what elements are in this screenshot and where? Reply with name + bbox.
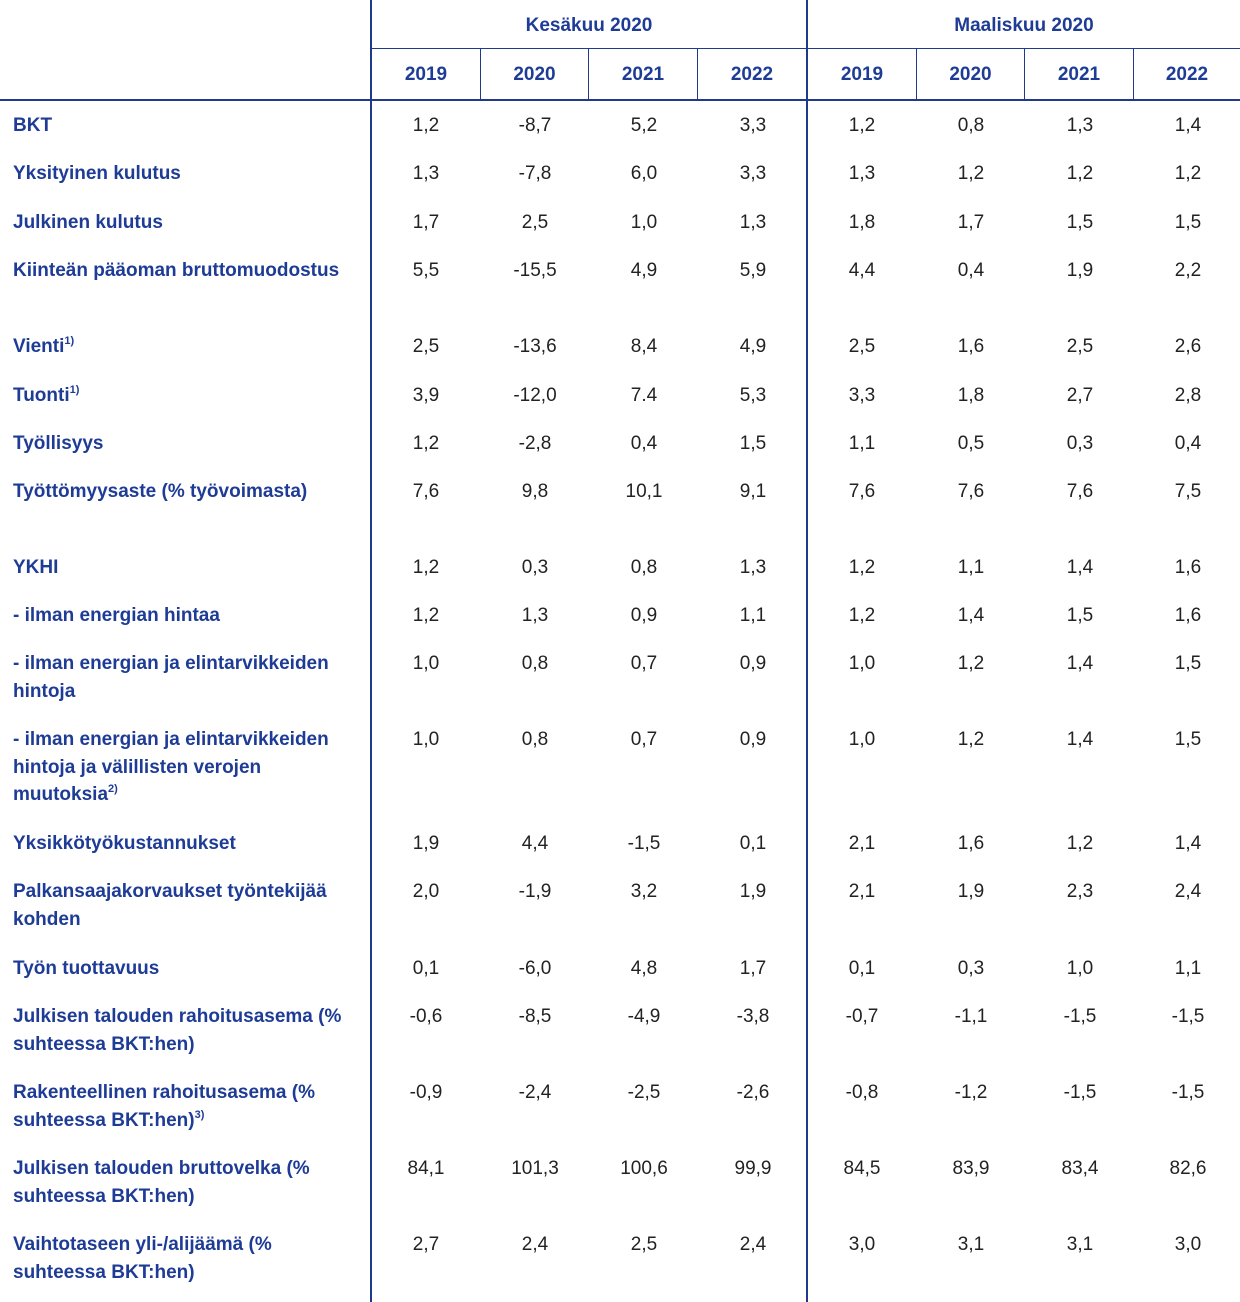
- table-cell: 1,0: [630, 212, 658, 233]
- table-cell: 1,2: [848, 557, 876, 578]
- table-cell: 1,8: [957, 385, 985, 406]
- table-cell: 84,1: [407, 1158, 445, 1179]
- table-cell: 0,8: [957, 115, 985, 136]
- table-cell: 1,6: [1174, 605, 1202, 626]
- row-label: [13, 878, 363, 933]
- table-cell: 1,2: [848, 605, 876, 626]
- table-cell: 1,7: [739, 958, 767, 979]
- table-cell: 2,0: [412, 881, 440, 902]
- table-cell: 2,1: [848, 833, 876, 854]
- table-cell: 8,4: [630, 336, 658, 357]
- table-cell: 1,0: [848, 653, 876, 674]
- group-title-march: Maaliskuu 2020: [954, 15, 1094, 36]
- table-cell: 0,8: [630, 557, 658, 578]
- year-header: 2020: [513, 64, 556, 85]
- footnote-marker: 1): [64, 335, 75, 347]
- table-cell: 9,1: [739, 481, 767, 502]
- table-cell: 1,3: [521, 605, 549, 626]
- table-cell: -8,5: [518, 1006, 552, 1027]
- table-cell: -1,5: [627, 833, 661, 854]
- table-cell: 4,9: [739, 336, 767, 357]
- table-cell: 5,3: [739, 385, 767, 406]
- footnote-marker: 2): [108, 783, 118, 795]
- table-cell: 99,9: [734, 1158, 772, 1179]
- table-cell: 4,4: [521, 833, 549, 854]
- table-cell: 3,1: [1066, 1234, 1094, 1255]
- row-label-text: Työn tuottavuus: [13, 958, 160, 979]
- table-cell: 1,2: [412, 433, 440, 454]
- table-cell: 3,2: [630, 881, 658, 902]
- table-cell: -4,9: [627, 1006, 661, 1027]
- table-cell: -0,8: [845, 1082, 879, 1103]
- table-cell: 100,6: [620, 1158, 668, 1179]
- table-cell: 1,3: [848, 163, 876, 184]
- table-cell: 1,7: [412, 212, 440, 233]
- table-cell: 3,0: [848, 1234, 876, 1255]
- table-cell: 3,9: [412, 385, 440, 406]
- table-cell: 1,5: [1174, 729, 1202, 750]
- table-cell: 0,1: [848, 958, 876, 979]
- table-cell: 1,3: [412, 163, 440, 184]
- row-label-text: Vienti: [13, 336, 65, 357]
- row-label-text: Yksityinen kulutus: [13, 163, 181, 184]
- group-title-june: Kesäkuu 2020: [525, 15, 653, 36]
- table-cell: 84,5: [843, 1158, 881, 1179]
- row-label-text: BKT: [13, 115, 53, 136]
- row-label-text: Julkisen talouden bruttovelka (% suhteessa BKT:hen): [13, 1158, 310, 1207]
- row-label: [13, 112, 363, 140]
- table-cell: 2,5: [848, 336, 876, 357]
- table-cell: 0,3: [1066, 433, 1094, 454]
- table-cell: 83,4: [1061, 1158, 1099, 1179]
- table-cell: 4,8: [630, 958, 658, 979]
- table-cell: 1,2: [1174, 163, 1202, 184]
- table-cell: 1,0: [412, 653, 440, 674]
- table-cell: 9,8: [521, 481, 549, 502]
- table-cell: 1,1: [848, 433, 876, 454]
- table-cell: 2,5: [630, 1234, 658, 1255]
- row-label: [13, 209, 363, 237]
- row-label-text: Tuonti: [13, 385, 70, 406]
- table-cell: 101,3: [511, 1158, 559, 1179]
- row-label: [13, 257, 363, 285]
- table-cell: 1,2: [412, 557, 440, 578]
- row-label-text: Yksikkötyökustannukset: [13, 833, 236, 854]
- table-cell: 2,1: [848, 881, 876, 902]
- row-label: [13, 333, 363, 361]
- table-cell: 1,9: [412, 833, 440, 854]
- year-header: 2021: [1057, 64, 1101, 85]
- table-cell: 1,9: [739, 881, 767, 902]
- row-label-text: - ilman energian hintaa: [13, 605, 220, 626]
- table-cell: 6,0: [630, 163, 658, 184]
- year-header: 2020: [949, 64, 992, 85]
- table-cell: 0,4: [1174, 433, 1202, 454]
- table-cell: 3,3: [848, 385, 876, 406]
- row-label-text: Työttömyysaste (% työvoimasta): [13, 481, 308, 502]
- table-cell: -2,5: [627, 1082, 661, 1103]
- row-label: [13, 430, 363, 458]
- row-label-text: Kiinteän pääoman bruttomuodostus: [13, 260, 340, 281]
- table-cell: 1,4: [1066, 557, 1094, 578]
- table-cell: 0,8: [521, 653, 549, 674]
- table-cell: 1,5: [1174, 212, 1202, 233]
- table-cell: 1,4: [1174, 833, 1202, 854]
- year-header: 2022: [1165, 64, 1209, 85]
- table-cell: 2,5: [412, 336, 440, 357]
- row-label-text: - ilman energian ja elintarvikkeiden hintoja ja välillisten verojen muutoksia: [13, 729, 329, 805]
- table-cell: -13,6: [513, 336, 557, 357]
- table-cell: 1,8: [848, 212, 876, 233]
- table-cell: 0,7: [630, 729, 658, 750]
- table-cell: -1,5: [1063, 1082, 1097, 1103]
- table-cell: -15,5: [513, 260, 557, 281]
- row-label: [13, 1155, 363, 1210]
- header-bottom-rule: [0, 99, 1240, 101]
- table-cell: 5,5: [412, 260, 440, 281]
- table-cell: 0,7: [630, 653, 658, 674]
- table-cell: 7,6: [957, 481, 985, 502]
- table-cell: 2,8: [1174, 385, 1202, 406]
- table-cell: 4,9: [630, 260, 658, 281]
- table-cell: 0,3: [957, 958, 985, 979]
- table-cell: 7,6: [1066, 481, 1094, 502]
- table-cell: -3,8: [736, 1006, 770, 1027]
- table-cell: 1,2: [412, 605, 440, 626]
- row-label-text: Työllisyys: [13, 433, 104, 454]
- table-cell: 2,7: [412, 1234, 440, 1255]
- table-cell: 1,0: [848, 729, 876, 750]
- table-cell: 0,4: [957, 260, 985, 281]
- table-cell: -6,0: [518, 958, 552, 979]
- table-cell: -0,9: [409, 1082, 443, 1103]
- table-cell: 1,6: [957, 833, 985, 854]
- table-cell: 1,4: [1066, 653, 1094, 674]
- table-cell: 1,0: [1066, 958, 1094, 979]
- row-label: [13, 554, 363, 582]
- footnote-marker: 3): [194, 1108, 205, 1121]
- header-rule: [371, 48, 1240, 49]
- table-cell: 4,4: [848, 260, 876, 281]
- table-cell: 1,2: [848, 115, 876, 136]
- table-cell: -1,5: [1063, 1006, 1097, 1027]
- table-cell: 1,1: [739, 605, 767, 626]
- table-cell: 1,2: [957, 163, 985, 184]
- table-cell: 5,2: [630, 115, 658, 136]
- table-cell: -1,2: [954, 1082, 988, 1103]
- table-cell: 1,0: [412, 729, 440, 750]
- row-label-text: - ilman energian ja elintarvikkeiden hintoja: [13, 653, 329, 702]
- table-cell: -2,8: [518, 433, 552, 454]
- row-label: [13, 650, 363, 705]
- row-label: [13, 478, 363, 506]
- year-header: 2022: [730, 64, 774, 85]
- table-cell: -2,4: [518, 1082, 552, 1103]
- table-cell: 2,6: [1174, 336, 1202, 357]
- year-header: 2021: [621, 64, 665, 85]
- table-cell: 1,2: [1066, 163, 1094, 184]
- table-cell: 1,4: [957, 605, 985, 626]
- table-cell: 2,2: [1174, 260, 1202, 281]
- table-cell: 1,7: [957, 212, 985, 233]
- table-cell: -1,5: [1171, 1082, 1205, 1103]
- table-cell: 1,2: [412, 115, 440, 136]
- table-cell: -7,8: [518, 163, 552, 184]
- row-label: [13, 1003, 363, 1058]
- table-cell: 1,5: [739, 433, 767, 454]
- table-cell: -12,0: [513, 385, 557, 406]
- table-cell: 1,5: [1066, 605, 1094, 626]
- table-cell: 1,2: [957, 729, 985, 750]
- table-cell: 1,1: [957, 557, 985, 578]
- row-label: [13, 955, 363, 983]
- table-cell: 1,2: [1066, 833, 1094, 854]
- row-label: [13, 1231, 363, 1286]
- table-cell: 0,9: [739, 729, 767, 750]
- table-cell: -1,9: [518, 881, 552, 902]
- table-cell: 1,9: [1066, 260, 1094, 281]
- table-cell: -1,5: [1171, 1006, 1205, 1027]
- table-cell: 0,8: [521, 729, 549, 750]
- table-cell: 3,3: [739, 163, 767, 184]
- row-label: [13, 726, 363, 809]
- table-cell: 7,6: [412, 481, 440, 502]
- table-cell: 2,4: [1174, 881, 1202, 902]
- table-cell: 1,4: [1066, 729, 1094, 750]
- table-cell: 7,5: [1174, 481, 1202, 502]
- table-cell: 10,1: [625, 481, 663, 502]
- table-cell: 1,3: [739, 557, 767, 578]
- table-cell: 2,4: [739, 1234, 767, 1255]
- year-header: 2019: [404, 64, 448, 85]
- table-cell: 2,5: [521, 212, 549, 233]
- table-cell: -0,7: [845, 1006, 879, 1027]
- table-cell: 0,9: [739, 653, 767, 674]
- table-cell: 83,9: [952, 1158, 990, 1179]
- table-cell: 7.4: [630, 385, 658, 406]
- table-cell: 1,4: [1174, 115, 1202, 136]
- table-cell: -0,6: [409, 1006, 443, 1027]
- table-cell: 0,9: [630, 605, 658, 626]
- table-cell: 0,1: [412, 958, 440, 979]
- row-label-text: YKHI: [13, 557, 59, 578]
- table-cell: 1,6: [1174, 557, 1202, 578]
- table-cell: 1,5: [1066, 212, 1094, 233]
- footnote-marker: 1): [69, 384, 80, 396]
- table-cell: 1,9: [957, 881, 985, 902]
- table-cell: 1,5: [1174, 653, 1202, 674]
- table-cell: 1,1: [1174, 958, 1202, 979]
- row-label: [13, 1079, 363, 1134]
- table-cell: 5,9: [739, 260, 767, 281]
- row-label-text: Julkinen kulutus: [13, 212, 163, 233]
- table-cell: 1,3: [1066, 115, 1094, 136]
- table-cell: 1,2: [957, 653, 985, 674]
- table-cell: 0,3: [521, 557, 549, 578]
- table-cell: 2,4: [521, 1234, 549, 1255]
- table-cell: 1,3: [739, 212, 767, 233]
- table-cell: 7,6: [848, 481, 876, 502]
- row-label-text: Palkansaajakorvaukset työntekijää kohden: [13, 881, 327, 930]
- table-cell: 2,3: [1066, 881, 1094, 902]
- row-label: [13, 160, 363, 188]
- row-label-text: Julkisen talouden rahoitusasema (% suhteessa BKT:hen): [13, 1006, 342, 1055]
- year-header: 2019: [840, 64, 884, 85]
- table-cell: 0,1: [739, 833, 767, 854]
- row-label-text: Vaihtotaseen yli-/alijäämä (% suhteessa BKT:hen): [13, 1234, 272, 1283]
- table-cell: -8,7: [518, 115, 552, 136]
- table-cell: 2,5: [1066, 336, 1094, 357]
- table-cell: -2,6: [736, 1082, 770, 1103]
- row-label: [13, 830, 363, 858]
- table-cell: 3,0: [1174, 1234, 1202, 1255]
- row-label: [13, 602, 363, 630]
- row-label-text: Rakenteellinen rahoitusasema (% suhteessa BKT:hen): [13, 1082, 315, 1131]
- row-label: [13, 382, 363, 410]
- table-cell: 3,3: [739, 115, 767, 136]
- table-cell: 0,4: [630, 433, 658, 454]
- table-cell: 3,1: [957, 1234, 985, 1255]
- table-cell: -1,1: [954, 1006, 988, 1027]
- table-cell: 2,7: [1066, 385, 1094, 406]
- table-cell: 82,6: [1169, 1158, 1207, 1179]
- table-cell: 0,5: [957, 433, 985, 454]
- table-cell: 1,6: [957, 336, 985, 357]
